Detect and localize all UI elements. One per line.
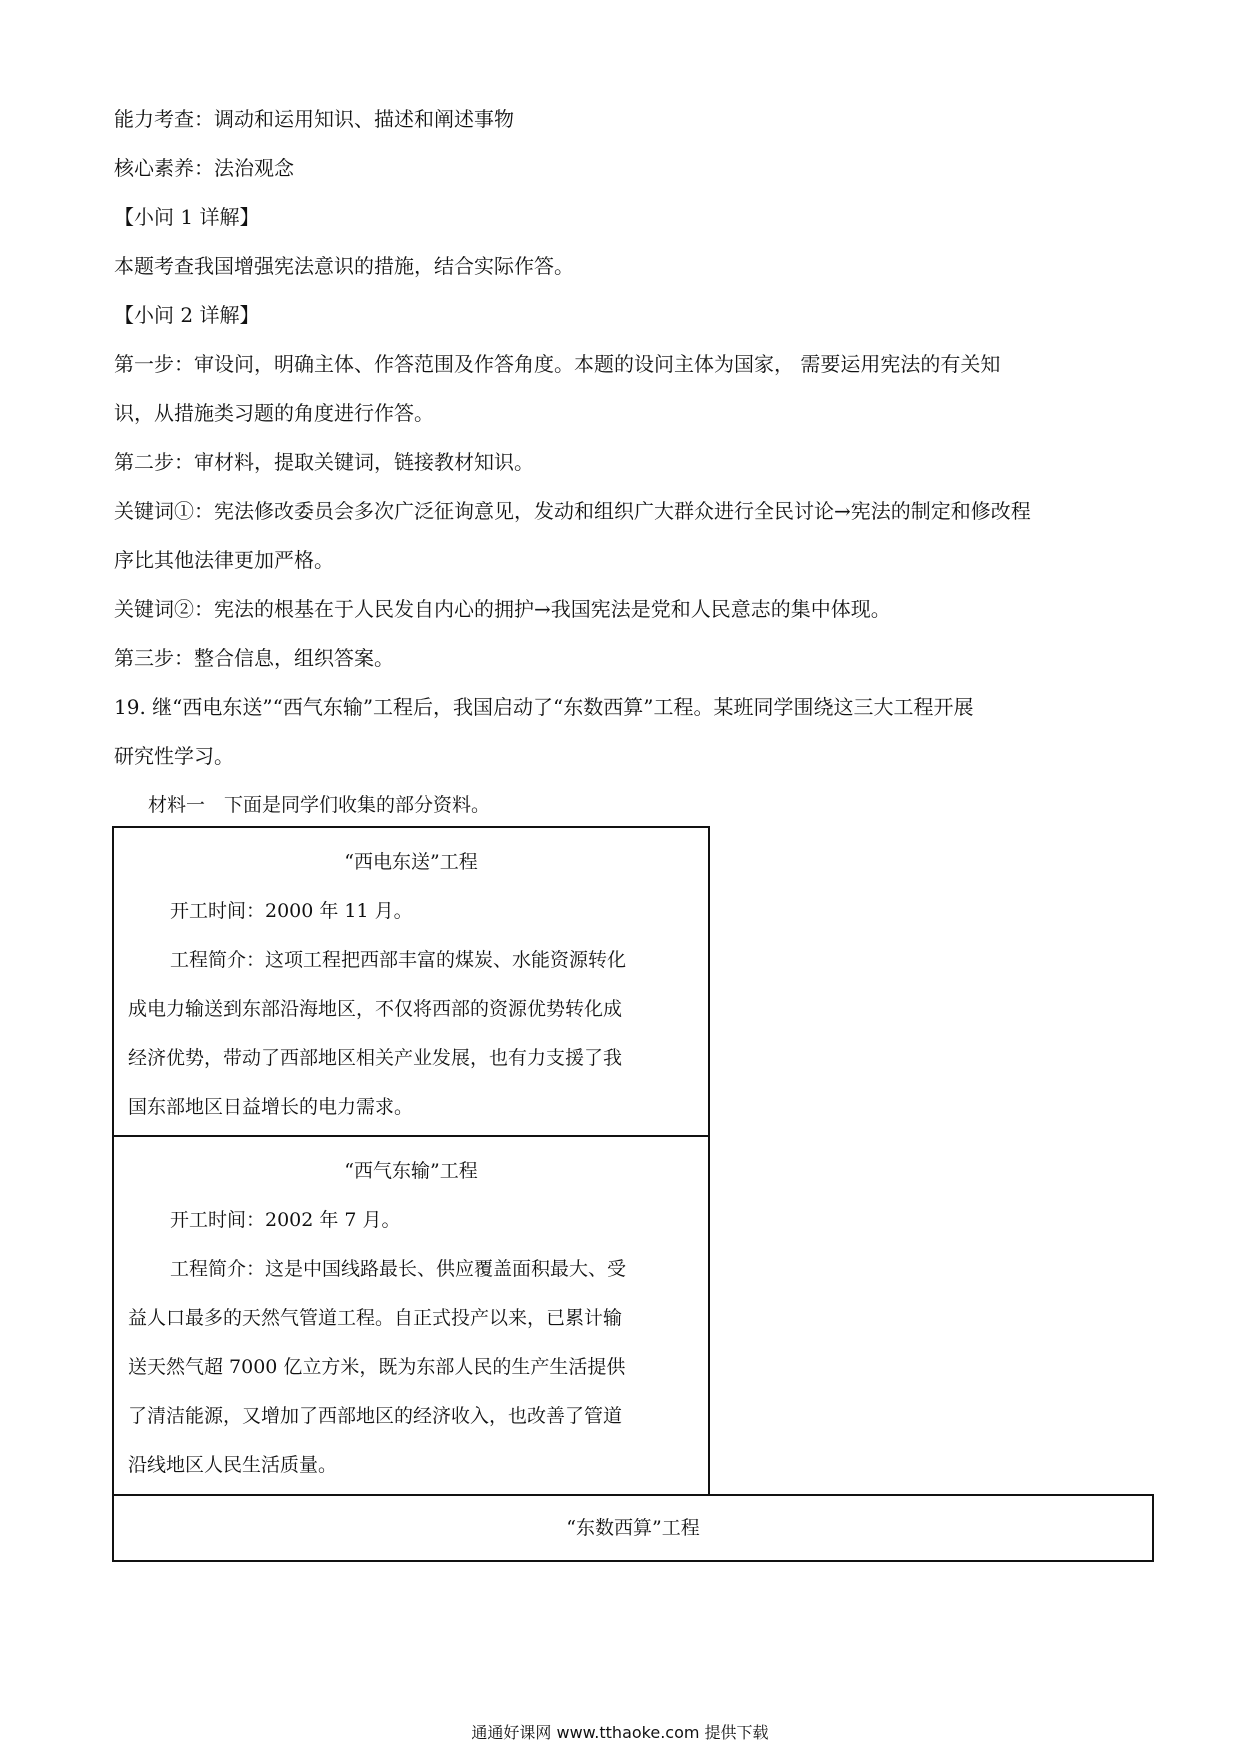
text-line: 核心素养：法治观念 (114, 156, 294, 180)
section-heading: 【小问 1 详解】 (114, 205, 260, 229)
box-line: 国东部地区日益增长的电力需求。 (128, 1096, 414, 1118)
material-box-west-east-power (112, 826, 710, 1137)
text-line: 识，从措施类习题的角度进行作答。 (114, 401, 434, 425)
text-line: 研究性学习。 (114, 744, 234, 768)
box-title: “东数西算”工程 (566, 1517, 700, 1539)
text-line: 本题考查我国增强宪法意识的措施，结合实际作答。 (114, 254, 574, 278)
box-line: 成电力输送到东部沿海地区，不仅将西部的资源优势转化成 (128, 998, 623, 1020)
text-line: 序比其他法律更加严格。 (114, 548, 334, 572)
box-line: 送天然气超 7000 亿立方米，既为东部人民的生产生活提供 (128, 1356, 626, 1378)
box-title: “西气东输”工程 (344, 1160, 478, 1182)
text-line: 第三步：整合信息，组织答案。 (114, 646, 394, 670)
box-line: 了清洁能源，又增加了西部地区的经济收入，也改善了管道 (128, 1405, 623, 1427)
text-line: 关键词①：宪法修改委员会多次广泛征询意见，发动和组织广大群众进行全民讨论→宪法的制定和修改程 (114, 499, 1031, 523)
text-line: 第二步：审材料，提取关键词，链接教材知识。 (114, 450, 534, 474)
box-line: 开工时间：2002 年 7 月。 (170, 1209, 401, 1231)
section-heading: 【小问 2 详解】 (114, 303, 260, 327)
material-intro: 材料一 下面是同学们收集的部分资料。 (148, 794, 491, 816)
box-line: 经济优势，带动了西部地区相关产业发展，也有力支援了我 (128, 1047, 623, 1069)
box-line: 工程简介：这项工程把西部丰富的煤炭、水能资源转化 (170, 949, 627, 971)
box-line: 益人口最多的天然气管道工程。自正式投产以来，已累计输 (128, 1307, 623, 1329)
material-box-east-data-west-compute (112, 1494, 1154, 1562)
box-line: 沿线地区人民生活质量。 (128, 1454, 338, 1476)
box-line: 工程简介：这是中国线路最长、供应覆盖面积最大、受 (170, 1258, 627, 1280)
material-box-west-east-gas (112, 1135, 710, 1496)
footer-download-note: 通通好课网 www.tthaoke.com 提供下载 (471, 1723, 769, 1742)
text-line: 能力考查：调动和运用知识、描述和阐述事物 (114, 107, 514, 131)
text-line: 第一步：审设问，明确主体、作答范围及作答角度。本题的设问主体为国家， 需要运用宪法的有关知 (114, 352, 1001, 376)
box-title: “西电东送”工程 (344, 851, 478, 873)
box-line: 开工时间：2000 年 11 月。 (170, 900, 413, 922)
question-19: 19. 继“西电东送”“西气东输”工程后，我国启动了“东数西算”工程。某班同学围绕这三大工程开展 (114, 695, 974, 719)
text-line: 关键词②：宪法的根基在于人民发自内心的拥护→我国宪法是党和人民意志的集中体现。 (114, 597, 891, 621)
